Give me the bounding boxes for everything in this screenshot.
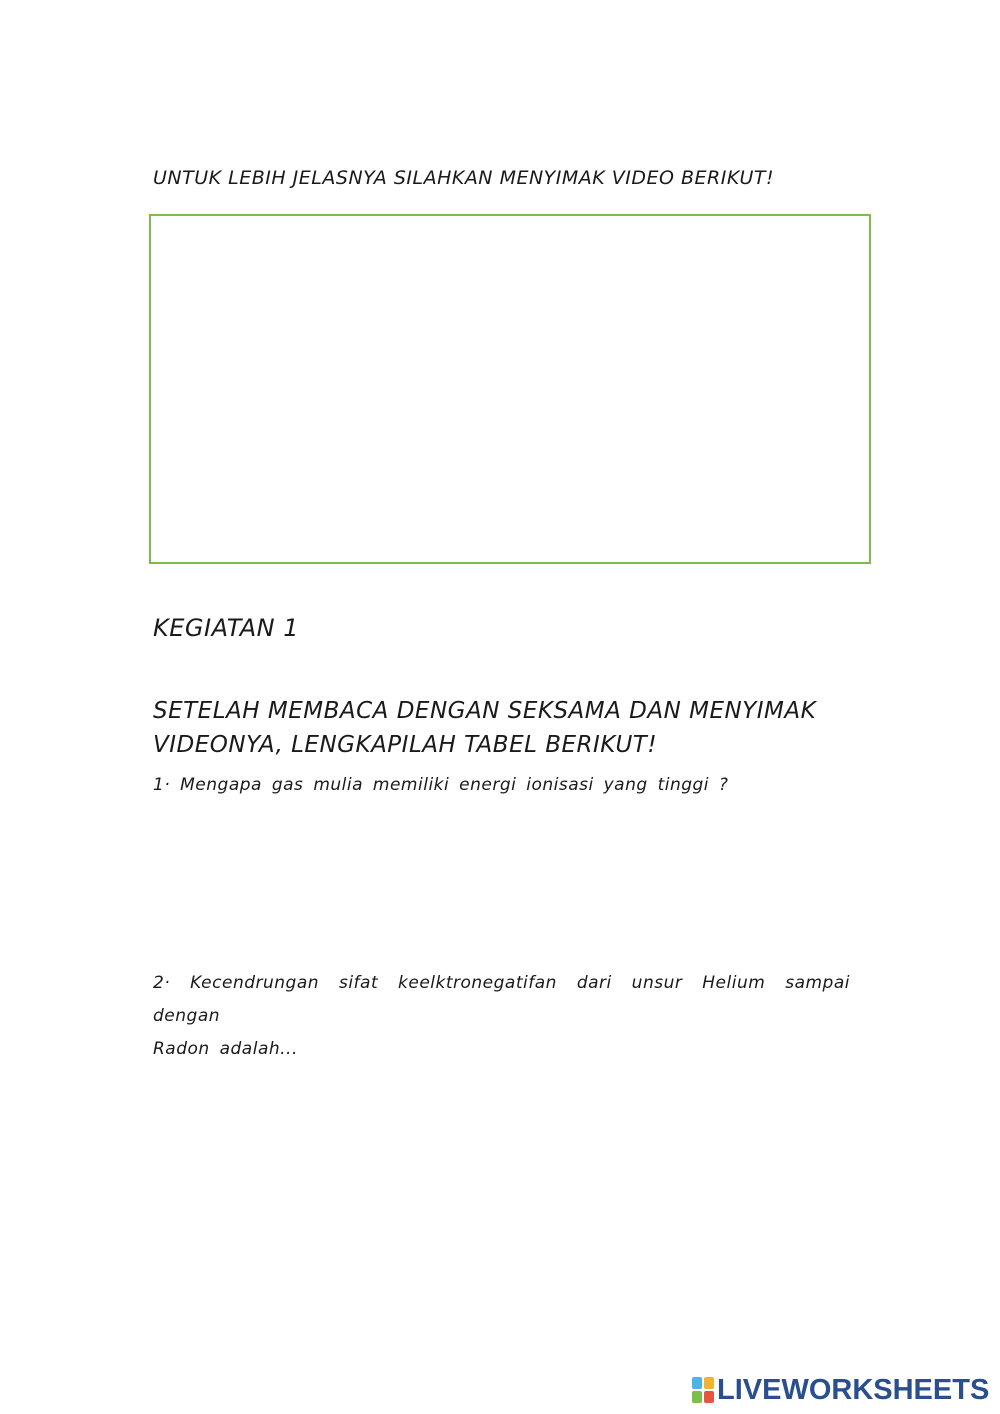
video-frame[interactable] <box>149 214 871 564</box>
activity-instruction <box>153 694 853 762</box>
activity-title: KEGIATAN 1 <box>153 614 299 642</box>
question-2-line-1: 2· Kecendrungan sifat keelktronegatifan dari unsur Helium sampai dengan <box>153 973 850 1026</box>
liveworksheets-logo <box>692 1374 989 1406</box>
question-2 <box>153 967 850 1066</box>
question-1: 1· Mengapa gas mulia memiliki energi ionisasi yang tinggi ? <box>153 775 729 795</box>
instruction-line-1: SETELAH MEMBACA DENGAN SEKSAMA DAN MENYIMAK <box>153 698 817 724</box>
logo-text: LIVEWORKSHEETS <box>717 1373 990 1406</box>
liveworksheets-mark-icon <box>692 1377 714 1403</box>
video-intro-text: UNTUK LEBIH JELASNYA SILAHKAN MENYIMAK VIDEO BERIKUT! <box>153 167 775 189</box>
question-2-line-2: Radon adalah... <box>153 1039 298 1059</box>
instruction-line-2: VIDEONYA, LENGKAPILAH TABEL BERIKUT! <box>153 732 658 758</box>
